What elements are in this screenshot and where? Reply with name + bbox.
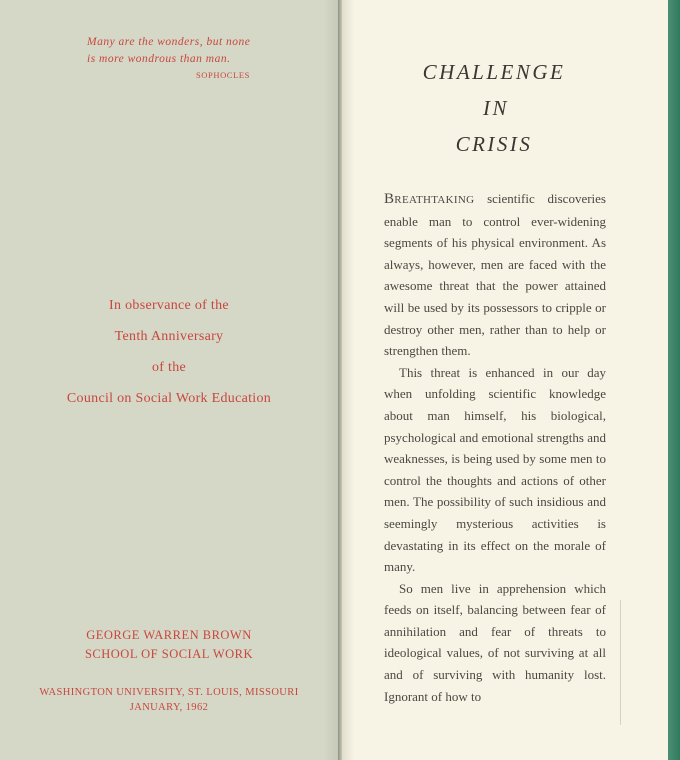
page-title xyxy=(342,54,646,162)
lead-word: Breathtaking xyxy=(384,191,475,207)
school-line: GEORGE WARREN BROWN xyxy=(86,628,252,642)
paragraph xyxy=(384,188,606,362)
paragraph-text: scientific discoveries enable man to control ever-widening segments of his physical environment. As always, however, men are faced with the awesome threat that the power attained will be used by its possessors to cripple or destroy other men, rather than to help or strengthen them. xyxy=(384,191,606,359)
epigraph-line: is more wondrous than man. xyxy=(87,53,231,65)
observance-line: Council on Social Work Education xyxy=(66,391,272,406)
paragraph: This threat is enhanced in our day when unfolding scientific knowledge about man himself, his biological, psychological and emotional strengths and weaknesses, is being used by some men to control the thoughts and actions of other men. The possibility of such insidious and seemingly mysterious activities is devastating in its effect on the morale of many. xyxy=(384,364,606,575)
title-line: CHALLENGE xyxy=(422,60,566,84)
cover-edge xyxy=(668,0,680,760)
observance-dedication xyxy=(0,290,338,414)
page-fold-line xyxy=(620,600,621,725)
left-page xyxy=(0,0,338,760)
paragraph: So men live in apprehension which feeds on itself, balancing between fear of annihilation and fear of threats to ideological values, of not surviving at all and of surviving with humanity lost. Ignorant of how to xyxy=(384,580,606,704)
observance-line: Tenth Anniversary xyxy=(114,329,224,344)
epigraph-attribution: SOPHOCLES xyxy=(195,70,250,80)
title-line: IN xyxy=(483,96,509,120)
school-name xyxy=(0,626,338,664)
epigraph-line: Many are the wonders, but none xyxy=(87,36,251,48)
epigraph xyxy=(60,34,270,80)
date-line: JANUARY, 1962 xyxy=(129,702,209,713)
publication-location xyxy=(0,685,338,715)
school-line: SCHOOL OF SOCIAL WORK xyxy=(84,647,254,661)
body-text xyxy=(384,188,606,707)
title-line: CRISIS xyxy=(455,132,533,156)
observance-line: In observance of the xyxy=(109,298,229,313)
location-line: WASHINGTON UNIVERSITY, ST. LOUIS, MISSOURI xyxy=(39,687,299,698)
observance-line: of the xyxy=(151,360,187,375)
